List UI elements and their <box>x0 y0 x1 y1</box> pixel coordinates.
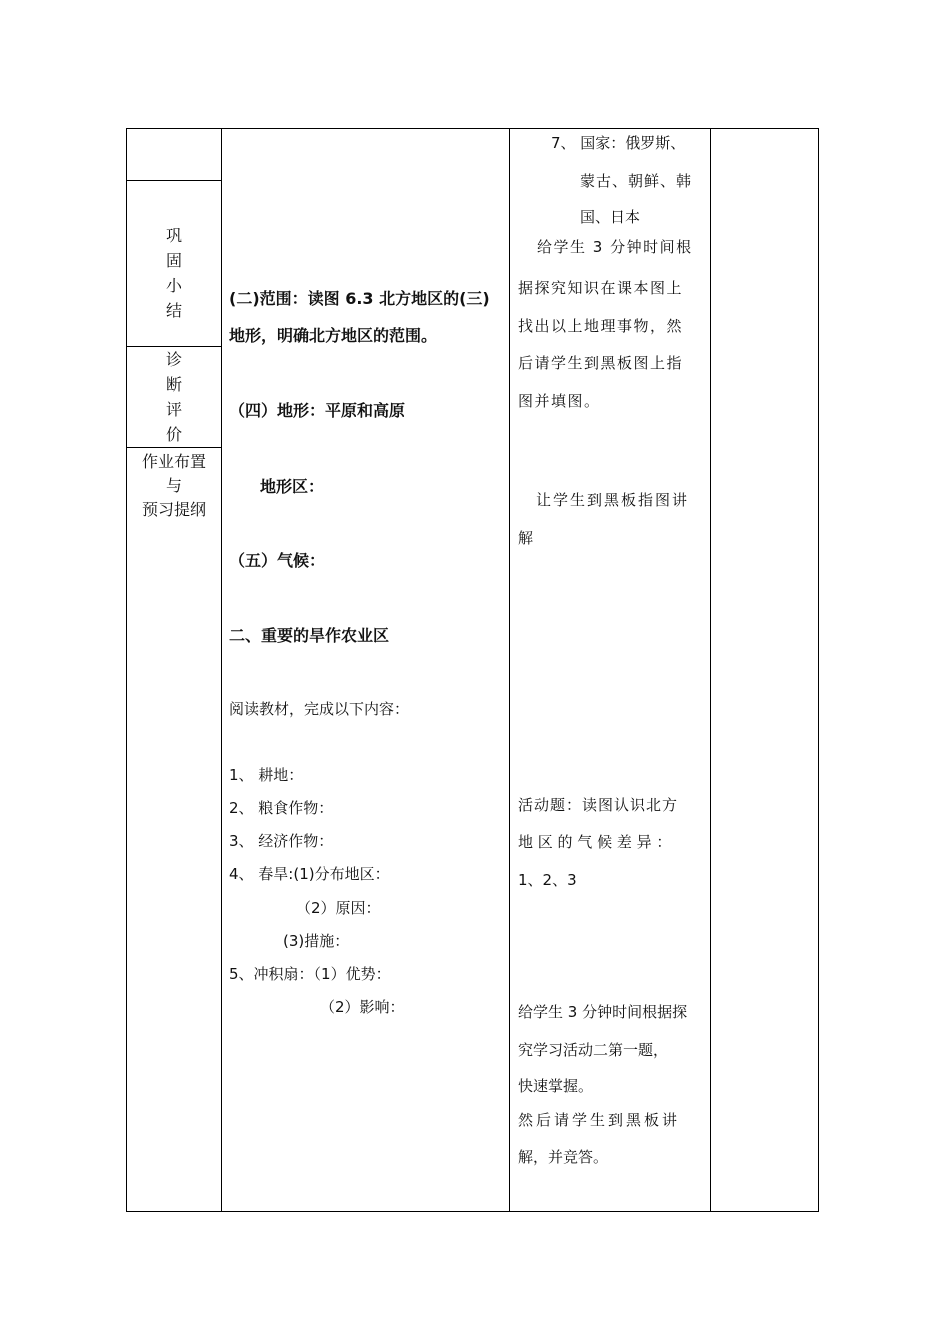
table-bottom-border <box>126 1211 819 1212</box>
label-diagnose-2: 断 <box>165 375 182 394</box>
climate-activity-1: 活动题：读图认识北方 <box>518 796 679 814</box>
map-task-5: 图并填图。 <box>518 392 601 410</box>
map-task-2: 据探究知识在课本图上 <box>518 279 684 297</box>
map-task-3: 找出以上地理事物，然 <box>518 317 684 335</box>
item-5-impact: （2）影响： <box>320 998 405 1016</box>
section-2-heading: 二、重要的旱作农业区 <box>229 626 390 645</box>
climate-activity-3: 1、2、3 <box>518 871 577 889</box>
label-diagnose-4: 价 <box>165 425 182 444</box>
climate-heading: （五）气候： <box>229 551 326 570</box>
table-right-border <box>818 128 819 1212</box>
label-homework-3: 预习提纲 <box>141 500 206 519</box>
item-4-measure: (3)措施： <box>283 932 350 950</box>
countries-line-1: 7、 国家：俄罗斯、 <box>551 134 686 152</box>
label-homework-1: 作业布置 <box>141 452 206 471</box>
climate-activity-2: 地 区 的 气 候 差 异 ： <box>518 833 672 851</box>
inquiry-1: 给学生 3 分钟时间根据探 <box>518 1003 688 1021</box>
inquiry-2: 究学习活动二第一题， <box>518 1041 669 1059</box>
item-2: 2、 粮食作物： <box>229 799 334 817</box>
left-row-divider-1 <box>126 180 221 181</box>
map-task-1: 给学生 3 分钟时间根 <box>537 238 693 256</box>
label-diagnose-3: 评 <box>165 400 182 419</box>
map-task-4: 后请学生到黑板图上指 <box>518 354 684 372</box>
column-divider-1 <box>221 128 222 1212</box>
item-3: 3、 经济作物： <box>229 832 334 850</box>
terrain-heading: （四）地形：平原和高原 <box>229 401 406 420</box>
label-diagnose-1: 诊 <box>165 350 182 369</box>
inquiry-5: 解，并竞答。 <box>518 1148 609 1166</box>
inquiry-3: 快速掌握。 <box>518 1077 594 1095</box>
label-consolidate-2: 固 <box>165 251 182 270</box>
item-1: 1、 耕地： <box>229 766 304 784</box>
label-consolidate-3: 小 <box>165 276 182 295</box>
explain-1: 让学生到黑板指图讲 <box>536 491 690 509</box>
column-divider-3 <box>710 128 711 1212</box>
range-line: (二)范围：读图 6.3 北方地区的(三) <box>229 289 490 308</box>
item-4-reason: （2）原因： <box>296 899 381 917</box>
table-top-border <box>126 128 819 129</box>
left-row-divider-2 <box>126 346 221 347</box>
countries-line-3: 国、日本 <box>580 208 641 226</box>
label-consolidate-1: 巩 <box>165 226 182 245</box>
column-divider-2 <box>509 128 510 1212</box>
countries-line-2: 蒙古、朝鲜、韩 <box>580 172 693 190</box>
inquiry-4: 然后请学生到黑板讲 <box>518 1111 681 1129</box>
label-consolidate-4: 结 <box>165 301 182 320</box>
item-4: 4、 春旱:(1)分布地区： <box>229 865 390 883</box>
item-5: 5、冲积扇：（1）优势： <box>229 965 391 983</box>
terrain-region: 地形区： <box>260 477 325 496</box>
left-row-divider-3 <box>126 447 221 448</box>
explain-2: 解 <box>518 529 534 547</box>
label-homework-2: 与 <box>165 476 182 495</box>
read-task: 阅读教材，完成以下内容： <box>229 700 410 718</box>
range-line-cont: 地形，明确北方地区的范围。 <box>229 326 438 345</box>
